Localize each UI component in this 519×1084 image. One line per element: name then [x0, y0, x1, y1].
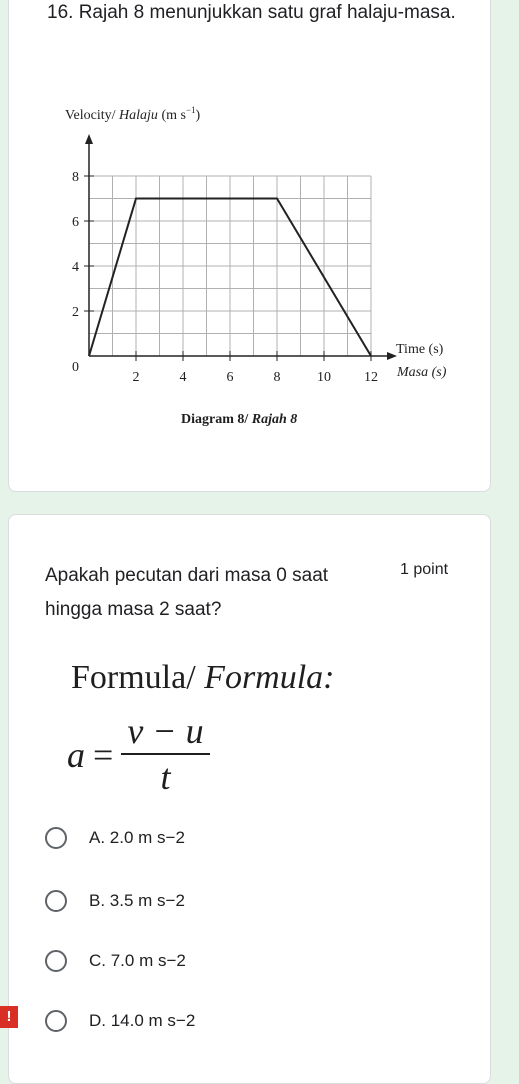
option-a[interactable]: [45, 820, 185, 856]
x-tick-label: 12: [364, 370, 378, 385]
option-b[interactable]: [45, 883, 185, 919]
points-label: 1 point: [400, 561, 448, 579]
formula-label: Formula/ Formula:: [71, 659, 335, 697]
x-tick-label: 2: [133, 370, 140, 385]
y-axis-arrow: [85, 134, 93, 144]
x-tick-label: 8: [274, 370, 281, 385]
option-d[interactable]: [45, 1003, 195, 1039]
formula-equals: =: [93, 734, 113, 776]
warning-icon: !: [0, 1006, 18, 1028]
velocity-time-graph: [49, 101, 469, 431]
question-card-16: [8, 0, 491, 492]
y-tick-label: 6: [72, 215, 79, 230]
formula-lhs: a: [67, 734, 85, 776]
origin-label: 0: [72, 360, 79, 375]
y-tick-label: 4: [72, 260, 79, 275]
chart-grid: [89, 176, 371, 356]
x-tick-label: 6: [227, 370, 234, 385]
x-axis-label-en: Time (s): [396, 342, 444, 357]
formula-denominator: t: [160, 755, 170, 799]
option-label: A. 2.0 m s−2: [89, 828, 185, 848]
y-tick-label: 8: [72, 170, 79, 185]
x-tick-label: 10: [317, 370, 331, 385]
option-label: C. 7.0 m s−2: [89, 951, 186, 971]
formula-fraction: [121, 711, 209, 799]
option-c[interactable]: [45, 943, 186, 979]
question-title: 16. Rajah 8 menunjukkan satu graf halaju-masa.: [47, 0, 467, 29]
formula-numerator: v − u: [121, 711, 209, 755]
option-label: D. 14.0 m s−2: [89, 1011, 195, 1031]
chart-axes: [84, 134, 397, 361]
radio-icon[interactable]: [45, 827, 67, 849]
question-text: Apakah pecutan dari masa 0 saat hingga masa 2 saat?: [45, 559, 375, 627]
tick-labels: [72, 170, 378, 385]
option-label: B. 3.5 m s−2: [89, 891, 185, 911]
diagram-caption: Diagram 8/ Rajah 8: [181, 412, 297, 427]
formula-equation: [67, 711, 210, 799]
question-card-17: [8, 514, 491, 1084]
x-tick-label: 4: [180, 370, 187, 385]
y-axis-label: Velocity/ Halaju (m $s^{-1}$): [65, 105, 201, 123]
x-axis-label-ms: Masa (s): [396, 365, 447, 380]
radio-icon[interactable]: [45, 950, 67, 972]
radio-icon[interactable]: [45, 890, 67, 912]
radio-icon[interactable]: [45, 1010, 67, 1032]
y-tick-label: 2: [72, 305, 79, 320]
